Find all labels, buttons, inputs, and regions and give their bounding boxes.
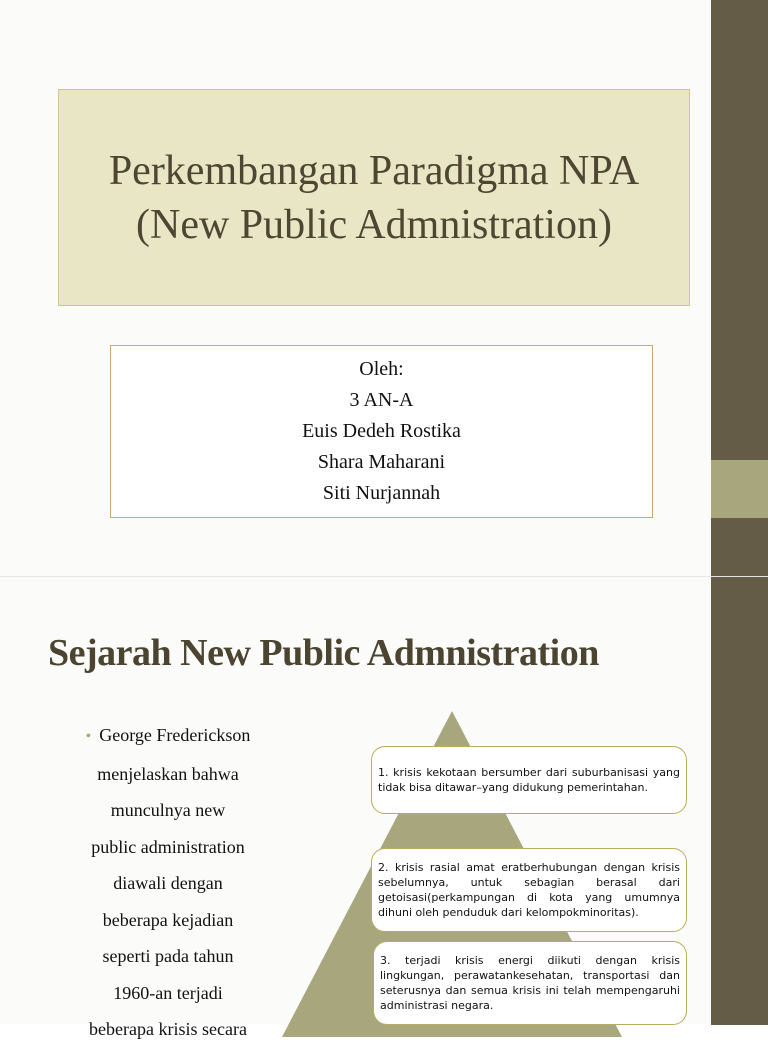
bullet-item bbox=[58, 717, 278, 756]
bullet-dot-icon: • bbox=[85, 728, 92, 745]
title-line-1: Perkembangan Paradigma NPA bbox=[108, 147, 640, 194]
sidebar-accent-block bbox=[711, 460, 768, 518]
bullet-line: diawali dengan bbox=[113, 873, 223, 893]
bullet-line: munculnya new bbox=[110, 800, 226, 820]
author-line: Oleh: bbox=[359, 358, 404, 380]
slide-sidebar-band bbox=[711, 0, 768, 576]
bullet-line: public administration bbox=[91, 836, 245, 857]
slide-sidebar-band bbox=[711, 577, 768, 1025]
title-box bbox=[58, 89, 690, 306]
bullet-line: beberapa kejadian bbox=[102, 909, 234, 930]
bullet-line: George Frederickson bbox=[99, 725, 251, 745]
crisis-box-1 bbox=[371, 746, 687, 814]
title-line-2: (New Public Admnistration) bbox=[136, 201, 612, 248]
history-slide bbox=[0, 576, 768, 1039]
slide-title: Sejarah New Public Admnistration bbox=[48, 632, 599, 674]
crisis-text: 3. terjadi krisis energi diikuti dengan krisis lingkungan, perawatankesehatan, transportasi dan seterusnya dan semua krisis ini telah mempengaruhi administrasi negara. bbox=[380, 954, 680, 1012]
author-box bbox=[110, 345, 653, 518]
bullet-list bbox=[58, 717, 278, 1048]
bullet-line: seperti pada tahun bbox=[102, 946, 234, 966]
author-line: Euis Dedeh Rostika bbox=[302, 420, 461, 442]
author-line: 3 AN-A bbox=[349, 389, 414, 411]
author-line: Shara Maharani bbox=[317, 451, 446, 473]
crisis-box-2 bbox=[371, 848, 687, 932]
crisis-box-3 bbox=[373, 941, 687, 1025]
author-line: Siti Nurjannah bbox=[322, 482, 441, 504]
bullet-line: 1960-an terjadi bbox=[113, 982, 223, 1003]
bullet-line: menjelaskan bahwa bbox=[97, 763, 239, 784]
bullet-line: beberapa krisis secara bbox=[89, 1019, 247, 1039]
crisis-text: 2. krisis rasial amat eratberhubungan dengan krisis sebelumnya, untuk sebagian berasal dari getoisasi(perkampungan di kota yang umumnya dihuni oleh penduduk dari kelompokminoritas). bbox=[378, 861, 680, 919]
crisis-text: 1. krisis kekotaan bersumber dari suburbanisasi yang tidak bisa ditawar–yang didukung pemerintahan. bbox=[378, 766, 680, 794]
